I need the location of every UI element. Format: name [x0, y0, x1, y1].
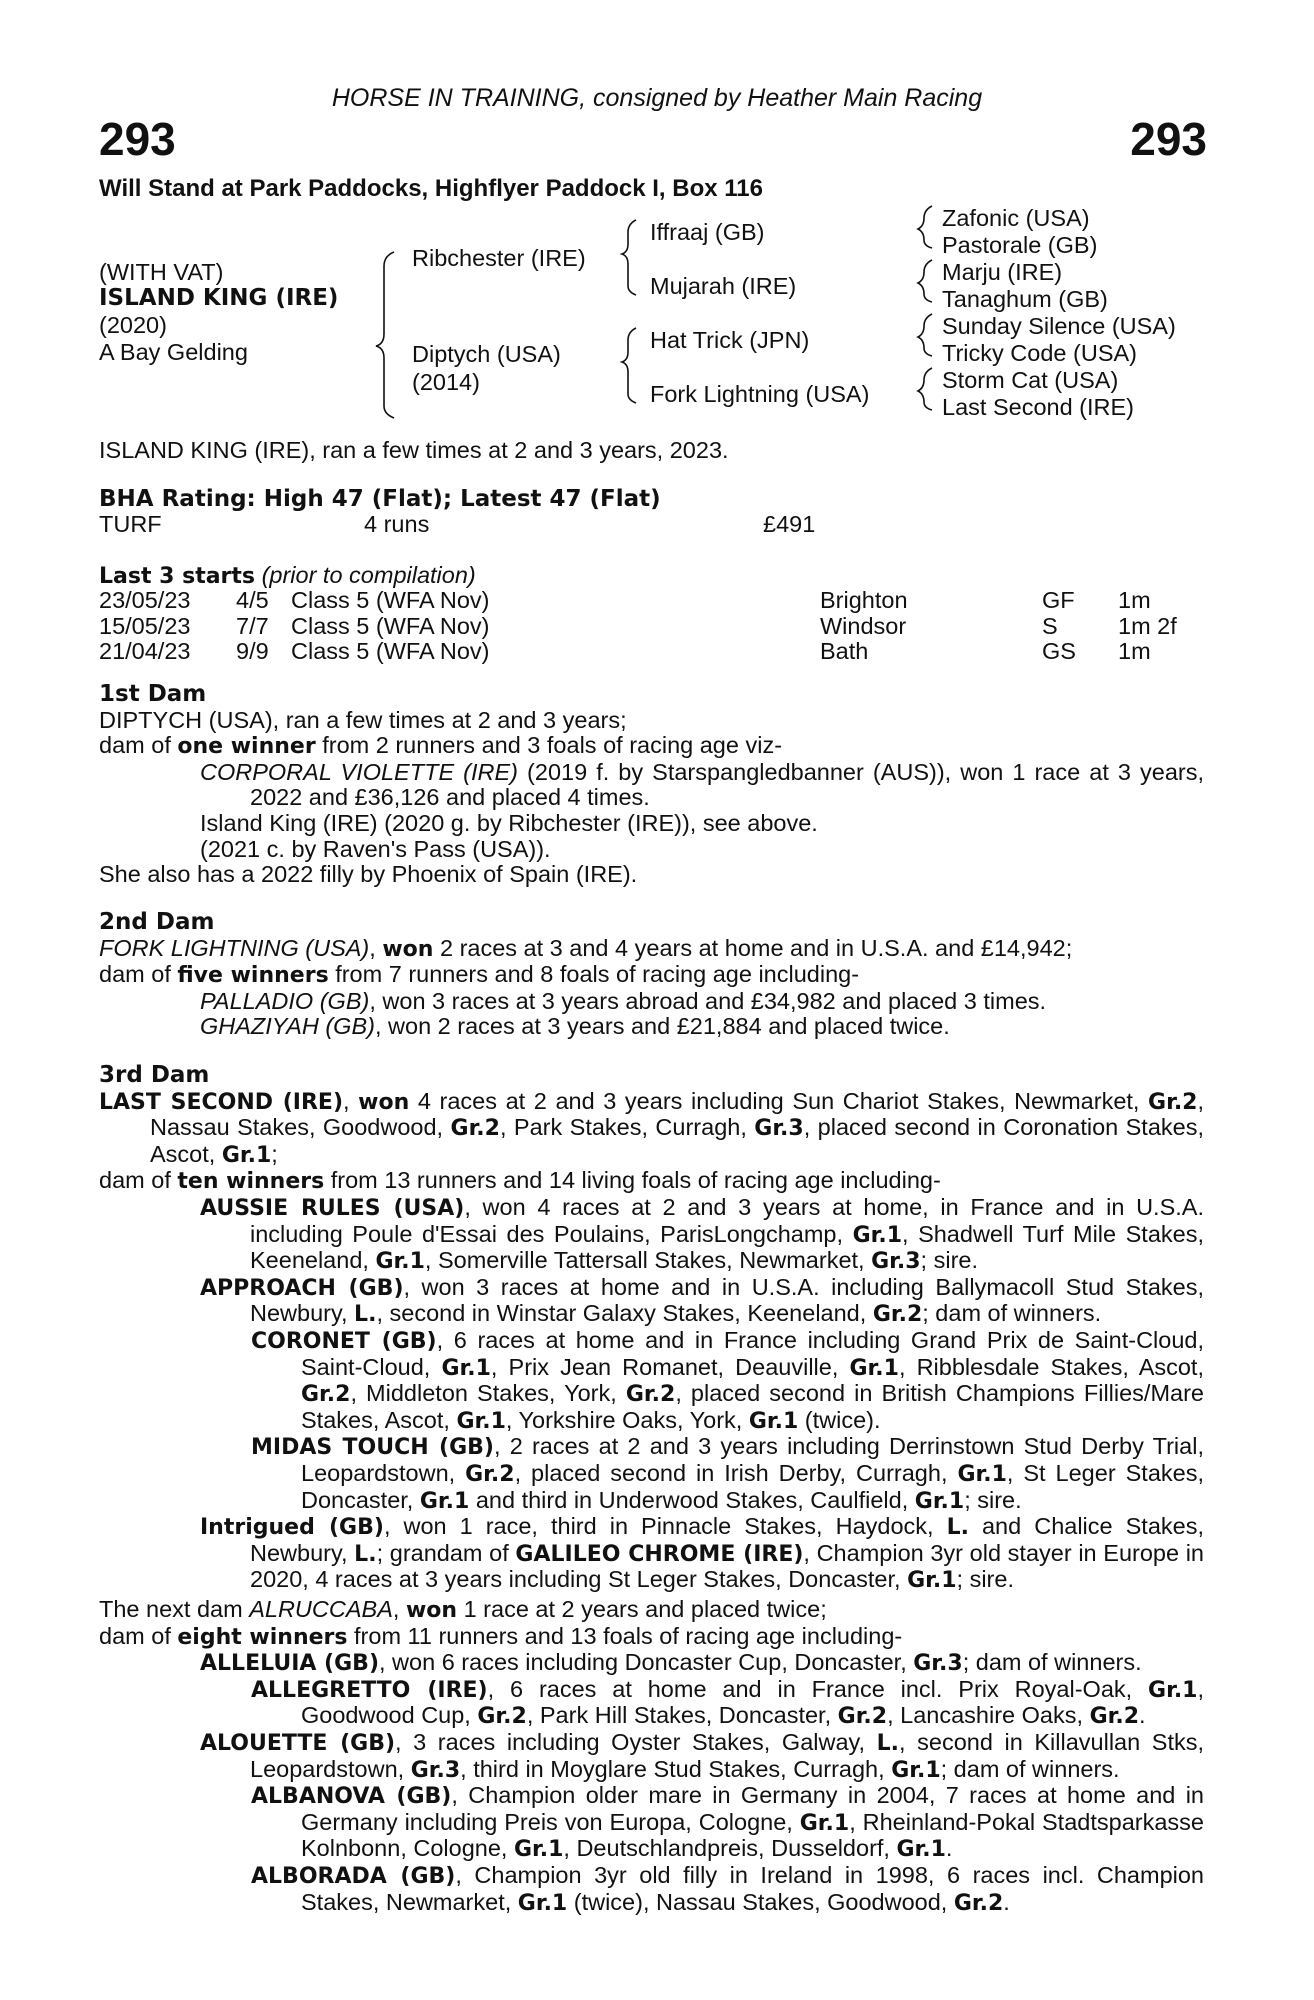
last-starts-heading: [99, 562, 476, 590]
first-dam-line1: DIPTYCH (USA), ran a few times at 2 and 3 years;: [99, 706, 627, 733]
horse-name: ISLAND KING (IRE): [99, 285, 339, 311]
sire: Ribchester (IRE): [412, 245, 586, 271]
first-dam-note: She also has a 2022 filly by Phoenix of Spain (IRE).: [99, 861, 638, 888]
start-course: Windsor: [820, 612, 907, 639]
start-pos: 4/5: [236, 587, 269, 613]
progeny-alborada: ALBORADA (GB), Champion 3yr old filly in Ireland in 1998, 6 races incl. Champion Stakes, Newmarket, Gr.1 (twice), Nassau Stakes, Goodwood, Gr.2.: [251, 1861, 1204, 1916]
progeny-approach: APPROACH (GB), won 3 races at home and in U.S.A. including Ballymacoll Stud Stakes, Newbury, L., second in Winstar Galaxy Stakes, Keeneland, Gr.2; dam of winners.: [200, 1273, 1204, 1328]
vat-note: (WITH VAT): [99, 259, 224, 285]
next-dam-line1: The next dam ALRUCCABA, won 1 race at 2 years and placed twice;: [99, 1596, 827, 1623]
next-dam-section: [99, 1597, 1204, 1916]
horse-description: A Bay Gelding: [99, 339, 248, 365]
ggp-3: Marju (IRE): [942, 259, 1063, 285]
third-dam-title: 3rd Dam: [99, 1062, 210, 1088]
stand-location: Will Stand at Park Paddocks, Highflyer Paddock I, Box 116: [99, 175, 763, 202]
ggp-4: Tanaghum (GB): [942, 286, 1108, 312]
sire-sire: Iffraaj (GB): [650, 219, 765, 245]
start-date: 21/04/23: [99, 638, 191, 664]
rating-runs: 4 runs: [364, 511, 430, 537]
second-dam-line2: dam of five winners from 7 runners and 8 foals of racing age including-: [99, 961, 860, 989]
ggp-1: Zafonic (USA): [942, 205, 1090, 231]
rating-earnings: £491: [763, 511, 816, 537]
progeny-alleluia: ALLELUIA (GB), won 6 races including Doncaster Cup, Doncaster, Gr.3; dam of winners.: [200, 1649, 1142, 1677]
ggp-2: Pastorale (GB): [942, 232, 1098, 258]
lot-number-right: 293: [1130, 113, 1207, 165]
ggp-6: Tricky Code (USA): [942, 340, 1137, 366]
rating-surface: TURF: [99, 511, 162, 537]
sire-dam: Mujarah (IRE): [650, 273, 797, 299]
start-dist: 1m: [1118, 638, 1151, 664]
race-summary: ISLAND KING (IRE), ran a few times at 2 and 3 years, 2023.: [99, 437, 729, 463]
second-dam-progeny-1: PALLADIO (GB), won 3 races at 3 years abroad and £34,982 and placed 3 times.: [200, 987, 1047, 1014]
start-race: Class 5 (WFA Nov): [291, 612, 490, 639]
start-pos: 7/7: [236, 612, 269, 639]
second-dam-line1: FORK LIGHTNING (USA), won 2 races at 3 and 4 years at home and in U.S.A. and £14,942;: [99, 934, 1073, 962]
lot-number-left: 293: [99, 113, 176, 165]
last-starts-note: (prior to compilation): [261, 562, 476, 588]
first-dam-line2: dam of one winner from 2 runners and 3 foals of racing age viz-: [99, 732, 783, 760]
progeny-alouette: ALOUETTE (GB), 3 races including Oyster Stakes, Galway, L., second in Killavullan Stks, Leopardstown, Gr.3, third in Moyglare Stud Stakes, Curragh, Gr.1; dam of winners.: [200, 1728, 1204, 1783]
next-dam-line2: dam of eight winners from 11 runners and 13 foals of racing age including-: [99, 1622, 903, 1650]
start-dist: 1m 2f: [1118, 612, 1177, 639]
third-dam-dam-of: dam of ten winners from 13 runners and 14 living foals of racing age including-: [99, 1167, 941, 1195]
start-going: GS: [1042, 638, 1076, 664]
start-going: GF: [1042, 587, 1075, 613]
ggp-5: Sunday Silence (USA): [942, 313, 1176, 339]
bha-rating: BHA Rating: High 47 (Flat); Latest 47 (Flat): [99, 486, 661, 512]
start-dist: 1m: [1118, 587, 1151, 613]
first-dam-title: 1st Dam: [99, 681, 207, 707]
progeny-intrigued: Intrigued (GB), won 1 race, third in Pinnacle Stakes, Haydock, L. and Chalice Stakes, Newbury, L.; grandam of GALILEO CHROME (IRE), Champion 3yr old stayer in Europe in 2020, 4 races at 3 years including St Leger Stakes, Doncaster, Gr.1; sire.: [200, 1513, 1204, 1594]
progeny-allegretto: ALLEGRETTO (IRE), 6 races at home and in France incl. Prix Royal-Oak, Gr.1, Goodwood Cup, Gr.2, Park Hill Stakes, Doncaster, Gr.2, Lancashire Oaks, Gr.2.: [251, 1675, 1205, 1730]
first-dam-section: [99, 682, 1204, 888]
start-race: Class 5 (WFA Nov): [291, 638, 490, 664]
start-going: S: [1042, 612, 1058, 639]
progeny-coronet: CORONET (GB), 6 races at home and in France including Grand Prix de Saint-Cloud, Saint-Cloud, Gr.1, Prix Jean Romanet, Deauville, Gr.1, Ribblesdale Stakes, Ascot, Gr.2, Middleton Stakes, York, Gr.2, placed second in British Champions Fillies/Mare Stakes, Ascot, Gr.1, Yorkshire Oaks, York, Gr.1 (twice).: [251, 1326, 1204, 1434]
start-course: Brighton: [820, 587, 908, 613]
ggp-7: Storm Cat (USA): [942, 367, 1119, 393]
first-dam-progeny-2: Island King (IRE) (2020 g. by Ribchester (IRE)), see above.: [200, 809, 818, 836]
first-dam-progeny-3: (2021 c. by Raven's Pass (USA)).: [200, 835, 551, 862]
dam-dam: Fork Lightning (USA): [650, 381, 870, 407]
dam-sire: Hat Trick (JPN): [650, 327, 810, 353]
horse-year: (2020): [99, 312, 167, 338]
third-dam-section: [99, 1063, 1204, 1594]
consignment-header: HORSE IN TRAINING, consigned by Heather Main Racing: [331, 84, 983, 112]
first-dam-progeny-1: CORPORAL VIOLETTE (IRE) (2019 f. by Starspangledbanner (AUS)), won 1 race at 3 years, 2022 and £36,126 and placed 4 times.: [200, 758, 1204, 811]
dam-year: (2014): [412, 369, 480, 395]
second-dam-title: 2nd Dam: [99, 909, 215, 935]
second-dam-section: [99, 910, 1204, 1040]
progeny-aussie-rules: AUSSIE RULES (USA), won 4 races at 2 and 3 years at home, in France and in U.S.A. including Poule d'Essai des Poulains, ParisLongchamp, Gr.1, Shadwell Turf Mile Stakes, Keeneland, Gr.1, Somerville Tattersall Stakes, Newmarket, Gr.3; sire.: [200, 1193, 1204, 1275]
third-dam-last-second: LAST SECOND (IRE), won 4 races at 2 and 3 years including Sun Chariot Stakes, Newmarket, Gr.2, Nassau Stakes, Goodwood, Gr.2, Park Stakes, Curragh, Gr.3, placed second in Coronation Stakes, Ascot, Gr.1;: [99, 1087, 1205, 1168]
progeny-albanova: ALBANOVA (GB), Champion older mare in Germany in 2004, 7 races at home and in Germany including Preis von Europa, Cologne, Gr.1, Rheinland-Pokal Stadtsparkasse Kolnbonn, Cologne, Gr.1, Deutschlandpreis, Dusseldorf, Gr.1.: [251, 1782, 1204, 1863]
last-starts-title: Last 3 starts: [99, 564, 256, 589]
start-date: 15/05/23: [99, 612, 191, 639]
progeny-midas-touch: MIDAS TOUCH (GB), 2 races at 2 and 3 years including Derrinstown Stud Derby Trial, Leopardstown, Gr.2, placed second in Irish Derby, Curragh, Gr.1, St Leger Stakes, Doncaster, Gr.1 and third in Underwood Stakes, Caulfield, Gr.1; sire.: [251, 1433, 1204, 1514]
start-race: Class 5 (WFA Nov): [291, 587, 490, 613]
ggp-8: Last Second (IRE): [942, 394, 1135, 420]
start-pos: 9/9: [236, 638, 269, 664]
start-course: Bath: [820, 638, 869, 664]
dam: Diptych (USA): [412, 341, 561, 367]
start-date: 23/05/23: [99, 587, 191, 613]
second-dam-progeny-2: GHAZIYAH (GB), won 2 races at 3 years and £21,884 and placed twice.: [200, 1013, 950, 1040]
